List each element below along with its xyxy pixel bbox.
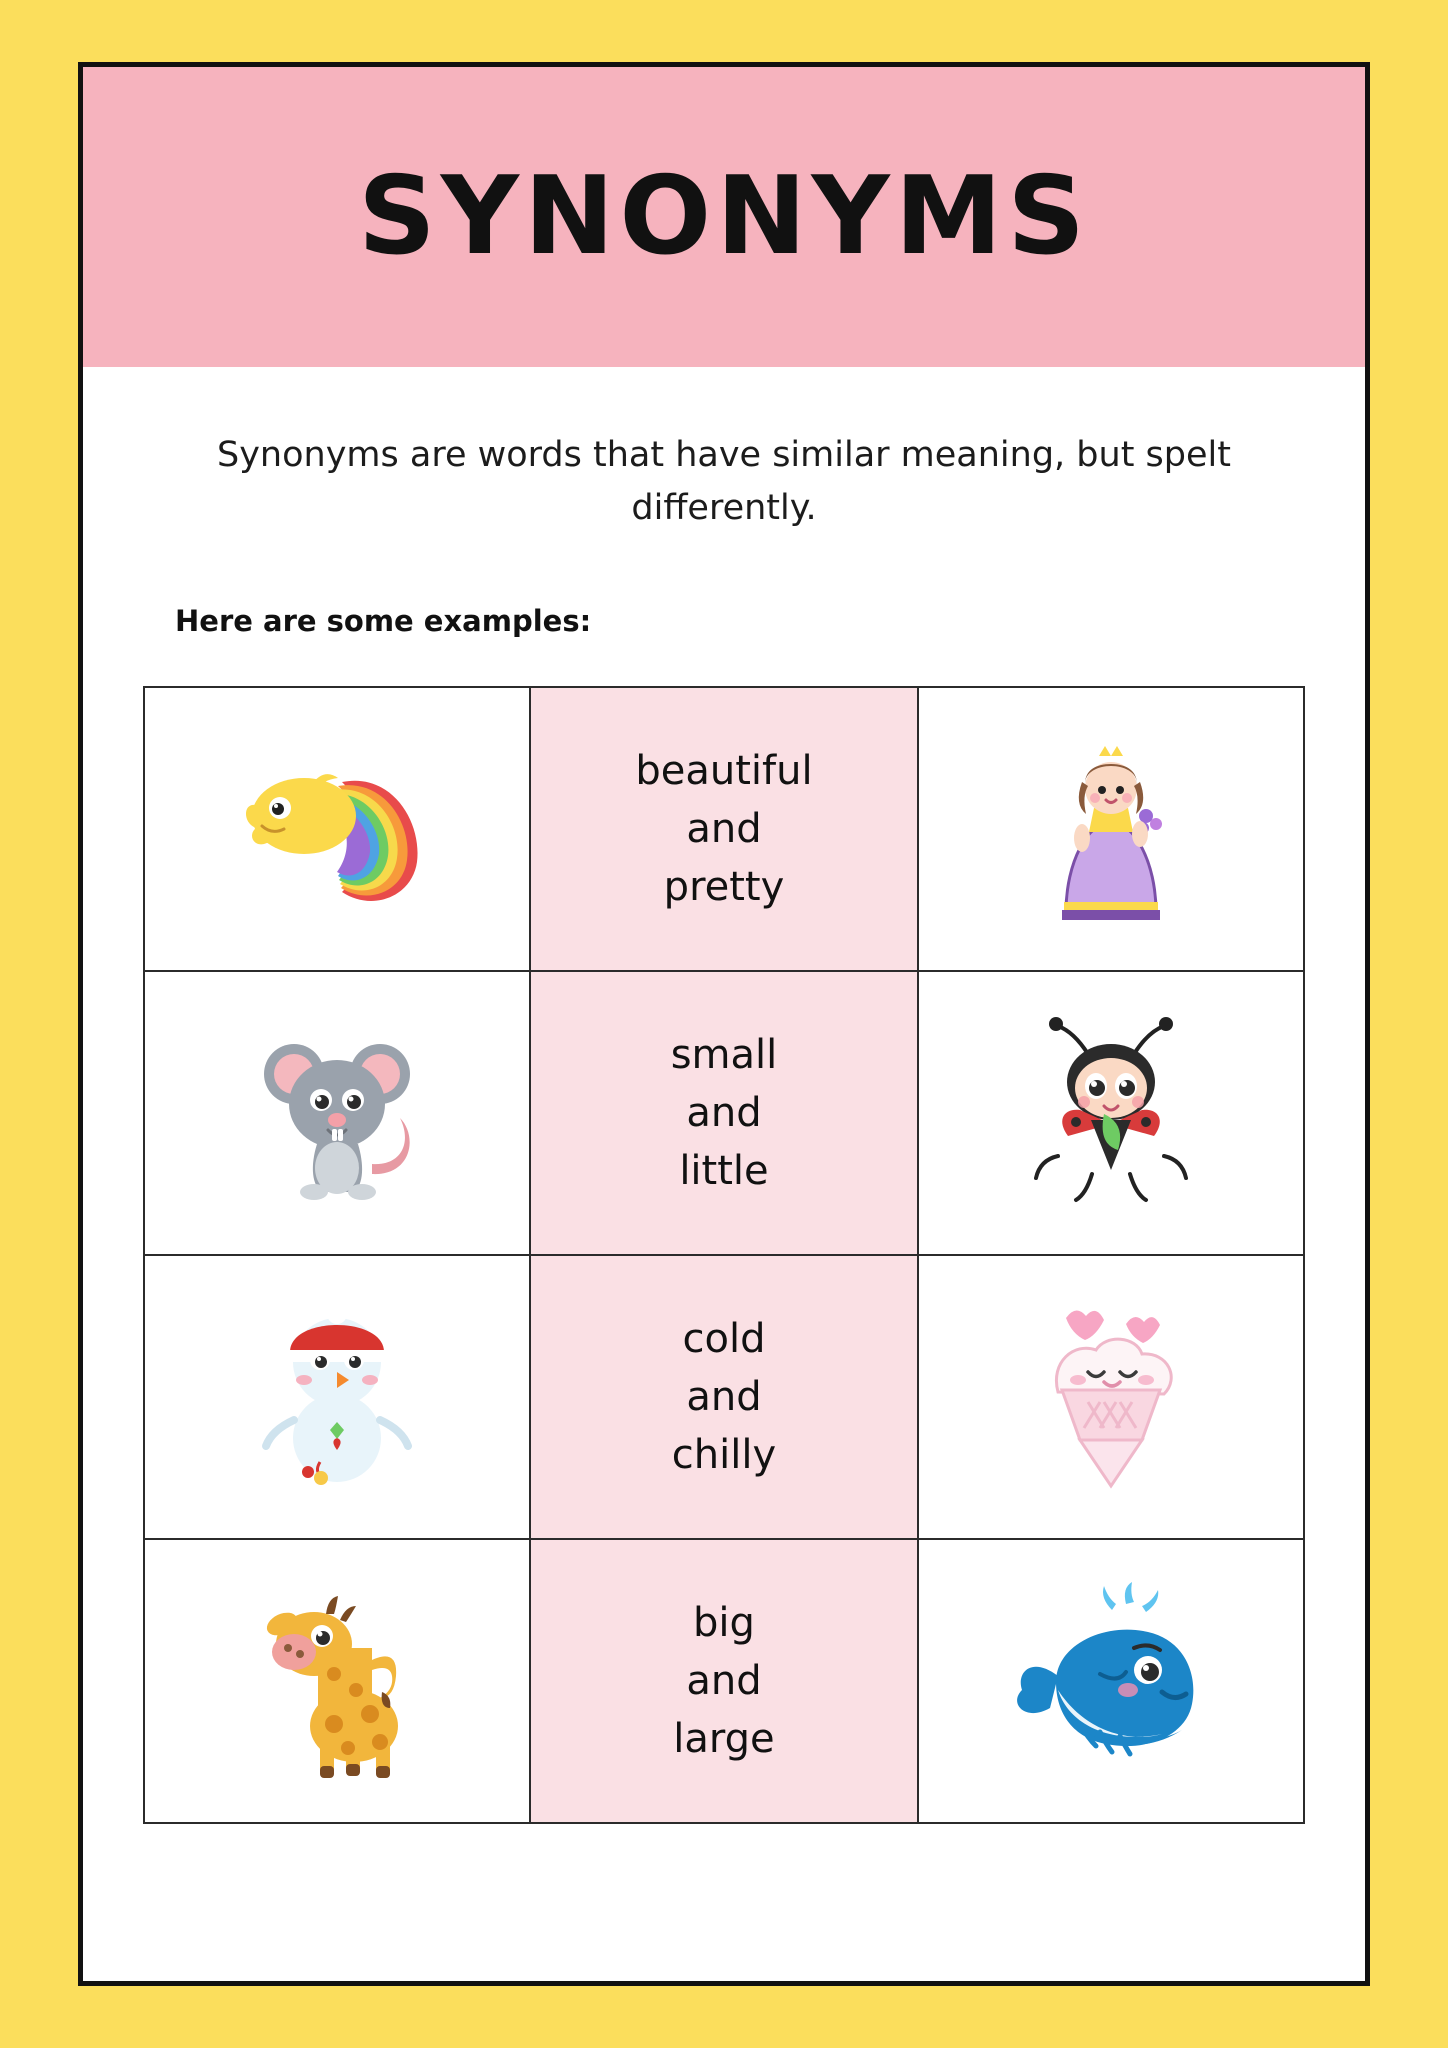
word-line: large xyxy=(673,1716,775,1762)
word-line: and xyxy=(686,1374,762,1420)
princess-icon xyxy=(996,712,1226,942)
picture-cell-left xyxy=(144,1255,530,1539)
word-line: cold xyxy=(682,1316,766,1362)
word-line: and xyxy=(686,1658,762,1704)
picture-cell-left xyxy=(144,687,530,971)
title-banner xyxy=(83,67,1365,367)
ladybug-icon xyxy=(996,996,1226,1226)
mouse-icon xyxy=(222,996,452,1226)
picture-cell-right xyxy=(918,971,1304,1255)
word-cell xyxy=(530,1539,917,1823)
poster-page xyxy=(78,62,1370,1986)
word-line: beautiful xyxy=(635,748,813,794)
word-cell xyxy=(530,971,917,1255)
word-cell xyxy=(530,1255,917,1539)
word-line: little xyxy=(679,1148,769,1194)
table-row xyxy=(144,1539,1304,1823)
table-row xyxy=(144,1255,1304,1539)
synonyms-table xyxy=(143,686,1305,1824)
whale-icon xyxy=(996,1564,1226,1794)
picture-cell-right xyxy=(918,1539,1304,1823)
word-line: pretty xyxy=(663,864,785,910)
examples-table-wrap xyxy=(83,638,1365,1824)
ice-cream-icon xyxy=(996,1280,1226,1510)
giraffe-icon xyxy=(222,1564,452,1794)
page-title: SYNONYMS xyxy=(357,154,1091,279)
picture-cell-right xyxy=(918,687,1304,971)
word-cell xyxy=(530,687,917,971)
snowman-icon xyxy=(222,1280,452,1510)
word-line: small xyxy=(670,1032,778,1078)
picture-cell-left xyxy=(144,971,530,1255)
intro-text: Synonyms are words that have similar meaning, but spelt differently. xyxy=(217,435,1231,528)
word-line: chilly xyxy=(671,1432,777,1478)
picture-cell-left xyxy=(144,1539,530,1823)
word-line: and xyxy=(686,806,762,852)
word-line: big xyxy=(693,1600,755,1646)
word-line: and xyxy=(686,1090,762,1136)
table-row xyxy=(144,971,1304,1255)
rainbow-fish-icon xyxy=(222,712,452,942)
picture-cell-right xyxy=(918,1255,1304,1539)
examples-label: Here are some examples: xyxy=(175,604,592,638)
table-row xyxy=(144,687,1304,971)
